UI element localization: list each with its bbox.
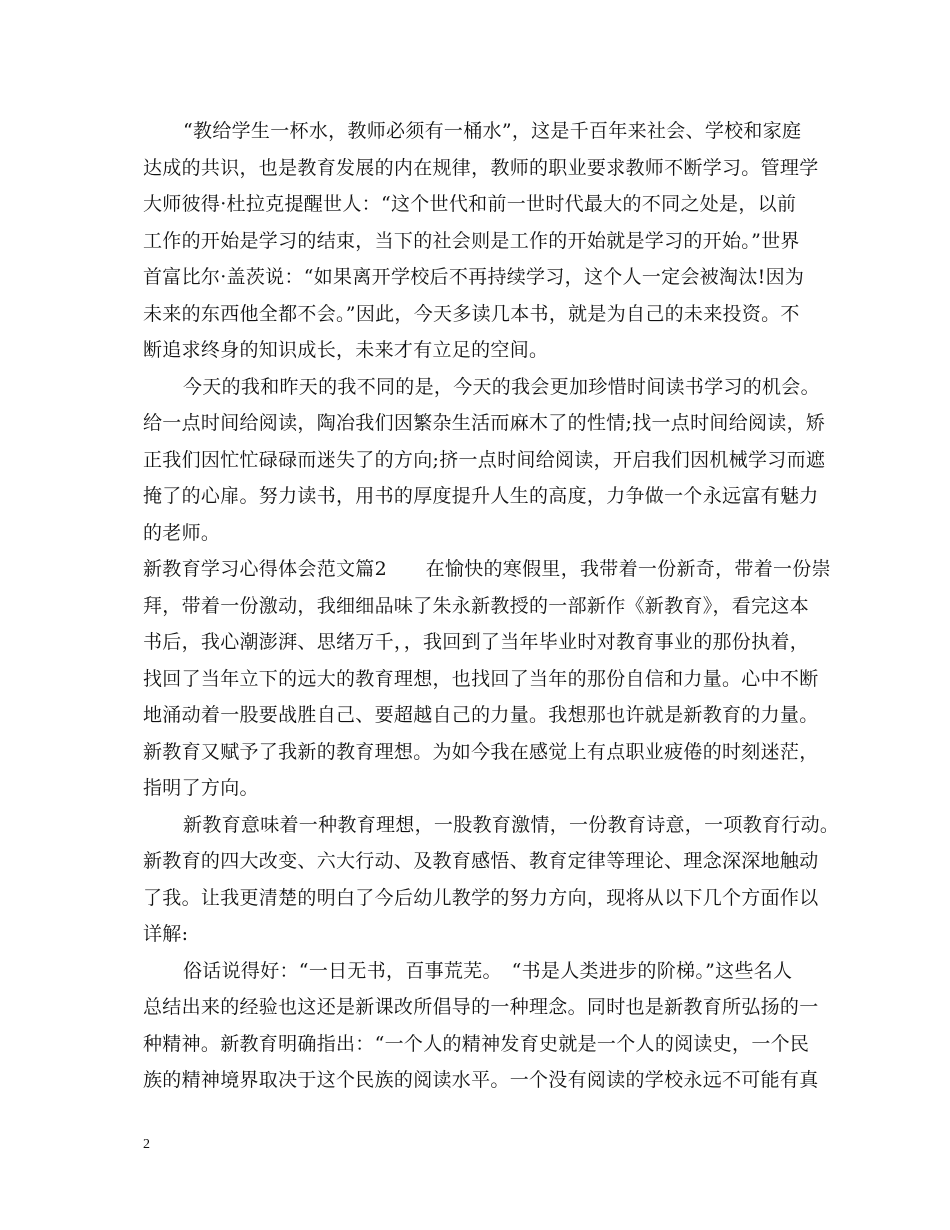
text-line: 未来的东西他全都不会。”因此，今天多读几本书，就是为自己的未来投资。不 <box>143 303 800 325</box>
text-line: 详解: <box>143 923 189 945</box>
text-line: 指明了方向。 <box>143 777 259 799</box>
text-line: 新教育意味着一种教育理想，一股教育激情，一份教育诗意，一项教育行动。 <box>183 814 840 836</box>
text-line: 新教育的四大改变、六大行动、及教育感悟、教育定律等理论、理念深深地触动 <box>143 850 819 872</box>
text-line: “教给学生一杯水，教师必须有一桶水”，这是千百年来社会、学校和家庭 <box>183 120 802 142</box>
text-line: 拜，带着一份激动，我细细品味了朱永新教授的一部新作《新教育》，看完这本 <box>143 595 810 617</box>
text-line: 找回了当年立下的远大的教育理想，也找回了当年的那份自信和力量。心中不断 <box>143 668 819 690</box>
section-heading-line: 新教育学习心得体会范文篇2 在愉快的寒假里，我带着一份新奇，带着一份崇 <box>143 558 831 580</box>
text-line: 地涌动着一股要战胜自己、要超越自己的力量。我想那也许就是新教育的力量。 <box>143 704 819 726</box>
page-number: 2 <box>143 1137 150 1152</box>
text-line: 今天的我和昨天的我不同的是，今天的我会更加珍惜时间读书学习的机会。 <box>183 376 820 398</box>
text-line: 给一点时间给阅读，陶冶我们因繁杂生活而麻木了的性情;找一点时间给阅读，矫 <box>143 412 826 434</box>
text-line: 了我。让我更清楚的明白了今后幼儿教学的努力方向，现将从以下几个方面作以 <box>143 887 819 909</box>
text-line: 种精神。新教育明确指出：“一个人的精神发育史就是一个人的阅读史，一个民 <box>143 1033 810 1055</box>
text-line: 断追求终身的知识成长，未来才有立足的空间。 <box>143 339 549 361</box>
text-line: 俗话说得好：“一日无书，百事荒芜。 “书是人类进步的阶梯。”这些名人 <box>183 960 793 982</box>
text-line: 族的精神境界取决于这个民族的阅读水平。一个没有阅读的学校永远不可能有真 <box>143 1069 819 1091</box>
text-line: 新教育又赋予了我新的教育理想。为如今我在感觉上有点职业疲倦的时刻迷茫， <box>143 741 819 763</box>
text-line: 掩了的心扉。努力读书，用书的厚度提升人生的高度，力争做一个永远富有魅力 <box>143 485 819 507</box>
text-line: 的老师。 <box>143 522 221 544</box>
text-line: 大师彼得·杜拉克提醒世人：“这个世代和前一世时代最大的不同之处是，以前 <box>143 193 797 215</box>
text-line: 总结出来的经验也这还是新课改所倡导的一种理念。同时也是新教育所弘扬的一 <box>143 996 819 1018</box>
text-line: 工作的开始是学习的结束，当下的社会则是工作的开始就是学习的开始。”世界 <box>143 230 800 252</box>
text-line: 正我们因忙忙碌碌而迷失了的方向;挤一点时间给阅读，开启我们因机械学习而遮 <box>143 449 826 471</box>
text-line: 达成的共识，也是教育发展的内在规律，教师的职业要求教师不断学习。管理学 <box>143 157 819 179</box>
text-line: 书后，我心潮澎湃、思绪万千，，我回到了当年毕业时对教育事业的那份执着， <box>143 631 810 653</box>
text-line: 首富比尔·盖茨说：“如果离开学校后不再持续学习，这个人一定会被淘汰!因为 <box>143 266 805 288</box>
